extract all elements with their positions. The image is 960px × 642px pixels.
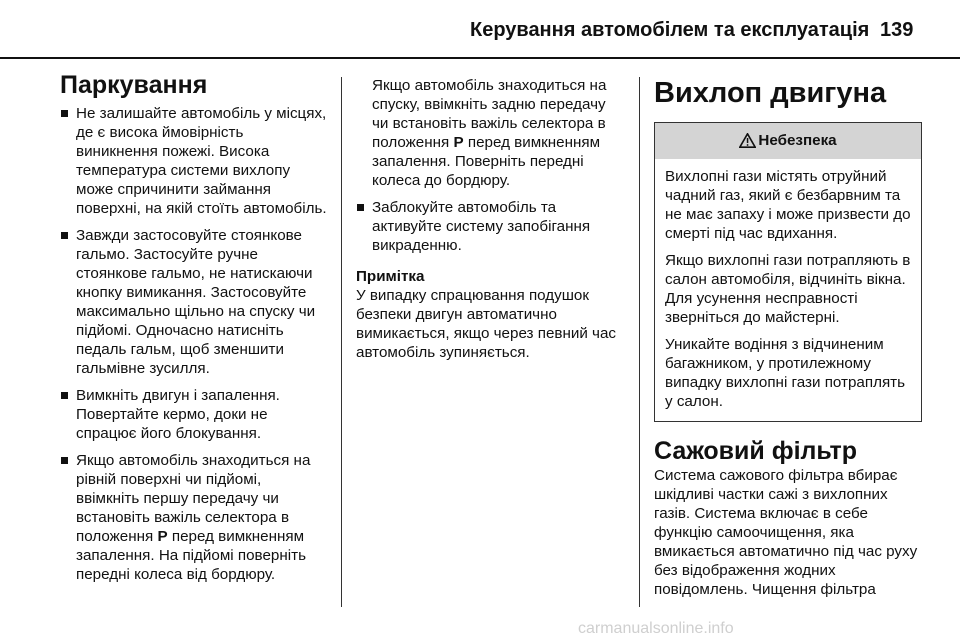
section-heading-exhaust: Вихлоп двигуна xyxy=(654,77,887,109)
list-item: Вимкніть двигун і запалення. Повертайте кермо, доки не спрацює його блокування. xyxy=(60,386,328,443)
header-rule xyxy=(0,57,960,59)
soot-filter-text: Система сажового фільтра вбирає шкідливі частки сажі з вихлопних газів. Система включає в себе функцію самоочищення, яка вмикається автоматично під час руху без відображення жодних повідомлень. Чищення фільтра xyxy=(654,467,918,598)
list-item: Не залишайте автомобіль у місцях, де є висока ймовірність виникнення пожежі. Висока температура системи вихлопу може спричинити займання поверхні, на якій стоїть автомобіль. xyxy=(60,104,328,218)
list-item: Заблокуйте автомобіль та активуйте систему запобігання викраденню. xyxy=(356,198,626,255)
parking-list-continued xyxy=(356,198,626,255)
column-left xyxy=(60,70,328,592)
running-title: Керування автомобілем та експлуатація xyxy=(470,19,870,41)
column-divider xyxy=(341,77,342,607)
parking-list xyxy=(60,104,328,584)
text-run: перед вимкненням запалення. Поверніть передні колеса до бордюру. xyxy=(372,134,601,189)
note-text: У випадку спрацювання подушок безпеки двигун автоматично вимикається, якщо через певний час автомобіль зупиняється. xyxy=(356,287,617,361)
list-item: Завжди застосовуйте стоянкове гальмо. Застосуйте ручне стоянкове гальмо, не натискаючи кнопку вимикання. Застосовуйте максимально щільно на спуску чи підйомі. Одночасно натисніть педаль гальм, щоб зменшити гальмівне зусилля. xyxy=(60,226,328,378)
column-divider xyxy=(639,77,640,607)
section-heading-soot-filter: Сажовий фільтр xyxy=(654,437,858,465)
danger-box xyxy=(654,122,922,422)
text-run: Якщо автомобіль знаходиться на рівній поверхні чи підйомі, ввімкніть першу передачу чи встановіть важіль селектора в положення xyxy=(76,452,311,545)
page-number: 139 xyxy=(880,19,914,41)
danger-paragraph: Вихлопні гази містять отруйний чадний газ, який є безбарвним та не має запаху і може призвести до смерті під час вдихання. xyxy=(665,168,911,242)
text-run: перед вимкненням запалення. На підйомі поверніть передні колеса від бордюру. xyxy=(76,528,306,583)
gear-label: P xyxy=(157,528,168,545)
section-heading-parking: Паркування xyxy=(60,71,208,99)
danger-paragraph: Уникайте водіння з відчиненим багажником, у протилежному випадку вихлопні гази потраплять у салон. xyxy=(665,336,906,410)
watermark: carmanualsonline.info xyxy=(578,620,734,637)
warning-triangle-icon xyxy=(739,133,756,148)
danger-title: Небезпека xyxy=(758,132,837,149)
page-header xyxy=(0,0,960,62)
danger-header xyxy=(655,123,921,159)
list-item xyxy=(60,451,328,584)
text-run: Якщо автомобіль знаходиться на спуску, ввімкніть задню передачу чи встановіть важіль селектора в положення xyxy=(372,77,607,151)
column-right xyxy=(654,70,922,607)
gear-label: P xyxy=(453,134,464,151)
continued-paragraph xyxy=(356,76,626,190)
danger-paragraph: Якщо вихлопні гази потрапляють в салон автомобіля, відчиніть вікна. Для усунення несправності зверніться до майстерні. xyxy=(665,252,911,326)
note-heading: Примітка xyxy=(356,268,425,285)
column-middle xyxy=(356,76,626,370)
danger-body xyxy=(655,159,921,421)
